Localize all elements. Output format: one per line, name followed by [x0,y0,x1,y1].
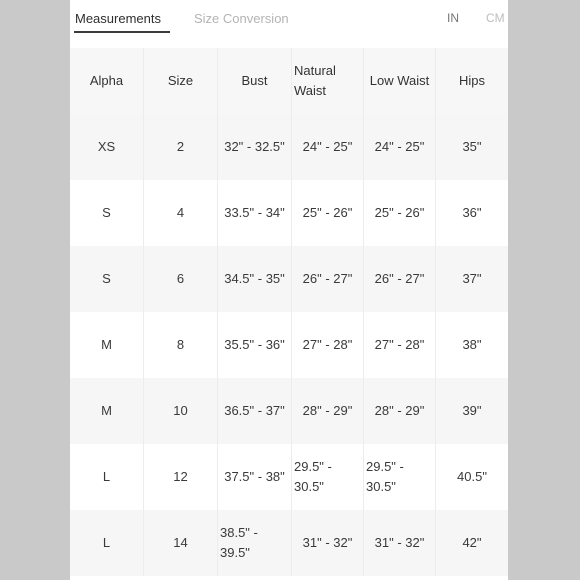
header-hips: Hips [436,48,508,114]
cell-hips: 38" [436,312,508,378]
cell-low-waist: 28" - 29" [364,378,436,444]
unit-toggle-in[interactable]: IN [447,11,459,25]
cell-hips: 36" [436,180,508,246]
cell-natural-waist: 25" - 26" [292,180,364,246]
cell-low-waist: 24" - 25" [364,114,436,180]
cell-bust: 37.5" - 38" [218,444,292,510]
header-low-waist: Low Waist [364,48,436,114]
size-chart-panel [70,0,508,580]
table-row [70,510,508,576]
cell-size: 6 [144,246,218,312]
header-size: Size [144,48,218,114]
cell-size: 8 [144,312,218,378]
size-table [70,48,508,576]
cell-low-waist: 27" - 28" [364,312,436,378]
tab-measurements[interactable]: Measurements [75,11,161,26]
header-bust: Bust [218,48,292,114]
header-natural-waist: Natural Waist [292,48,364,114]
table-header-row [70,48,508,114]
cell-natural-waist: 24" - 25" [292,114,364,180]
cell-hips: 39" [436,378,508,444]
cell-size: 4 [144,180,218,246]
cell-bust: 35.5" - 36" [218,312,292,378]
cell-alpha: L [70,444,144,510]
cell-bust: 33.5" - 34" [218,180,292,246]
cell-low-waist: 25" - 26" [364,180,436,246]
cell-hips: 40.5" [436,444,508,510]
table-row [70,312,508,378]
table-row [70,378,508,444]
tab-bar [70,0,508,38]
cell-bust: 32" - 32.5" [218,114,292,180]
cell-hips: 37" [436,246,508,312]
cell-hips: 35" [436,114,508,180]
cell-alpha: S [70,180,144,246]
cell-low-waist: 29.5" - 30.5" [364,444,436,510]
cell-alpha: L [70,510,144,576]
table-row [70,246,508,312]
cell-natural-waist: 26" - 27" [292,246,364,312]
tab-size-conversion[interactable]: Size Conversion [194,11,289,26]
cell-alpha: XS [70,114,144,180]
cell-natural-waist: 31" - 32" [292,510,364,576]
table-row [70,180,508,246]
cell-size: 2 [144,114,218,180]
cell-size: 14 [144,510,218,576]
cell-alpha: S [70,246,144,312]
active-tab-indicator [74,31,170,33]
cell-alpha: M [70,312,144,378]
cell-low-waist: 26" - 27" [364,246,436,312]
table-row [70,444,508,510]
cell-bust: 36.5" - 37" [218,378,292,444]
cell-natural-waist: 28" - 29" [292,378,364,444]
cell-natural-waist: 29.5" - 30.5" [292,444,364,510]
cell-size: 12 [144,444,218,510]
table-row [70,114,508,180]
cell-bust: 38.5" - 39.5" [218,510,292,576]
cell-alpha: M [70,378,144,444]
header-alpha: Alpha [70,48,144,114]
cell-bust: 34.5" - 35" [218,246,292,312]
cell-size: 10 [144,378,218,444]
cell-natural-waist: 27" - 28" [292,312,364,378]
cell-low-waist: 31" - 32" [364,510,436,576]
unit-toggle-cm[interactable]: CM [486,11,505,25]
cell-hips: 42" [436,510,508,576]
